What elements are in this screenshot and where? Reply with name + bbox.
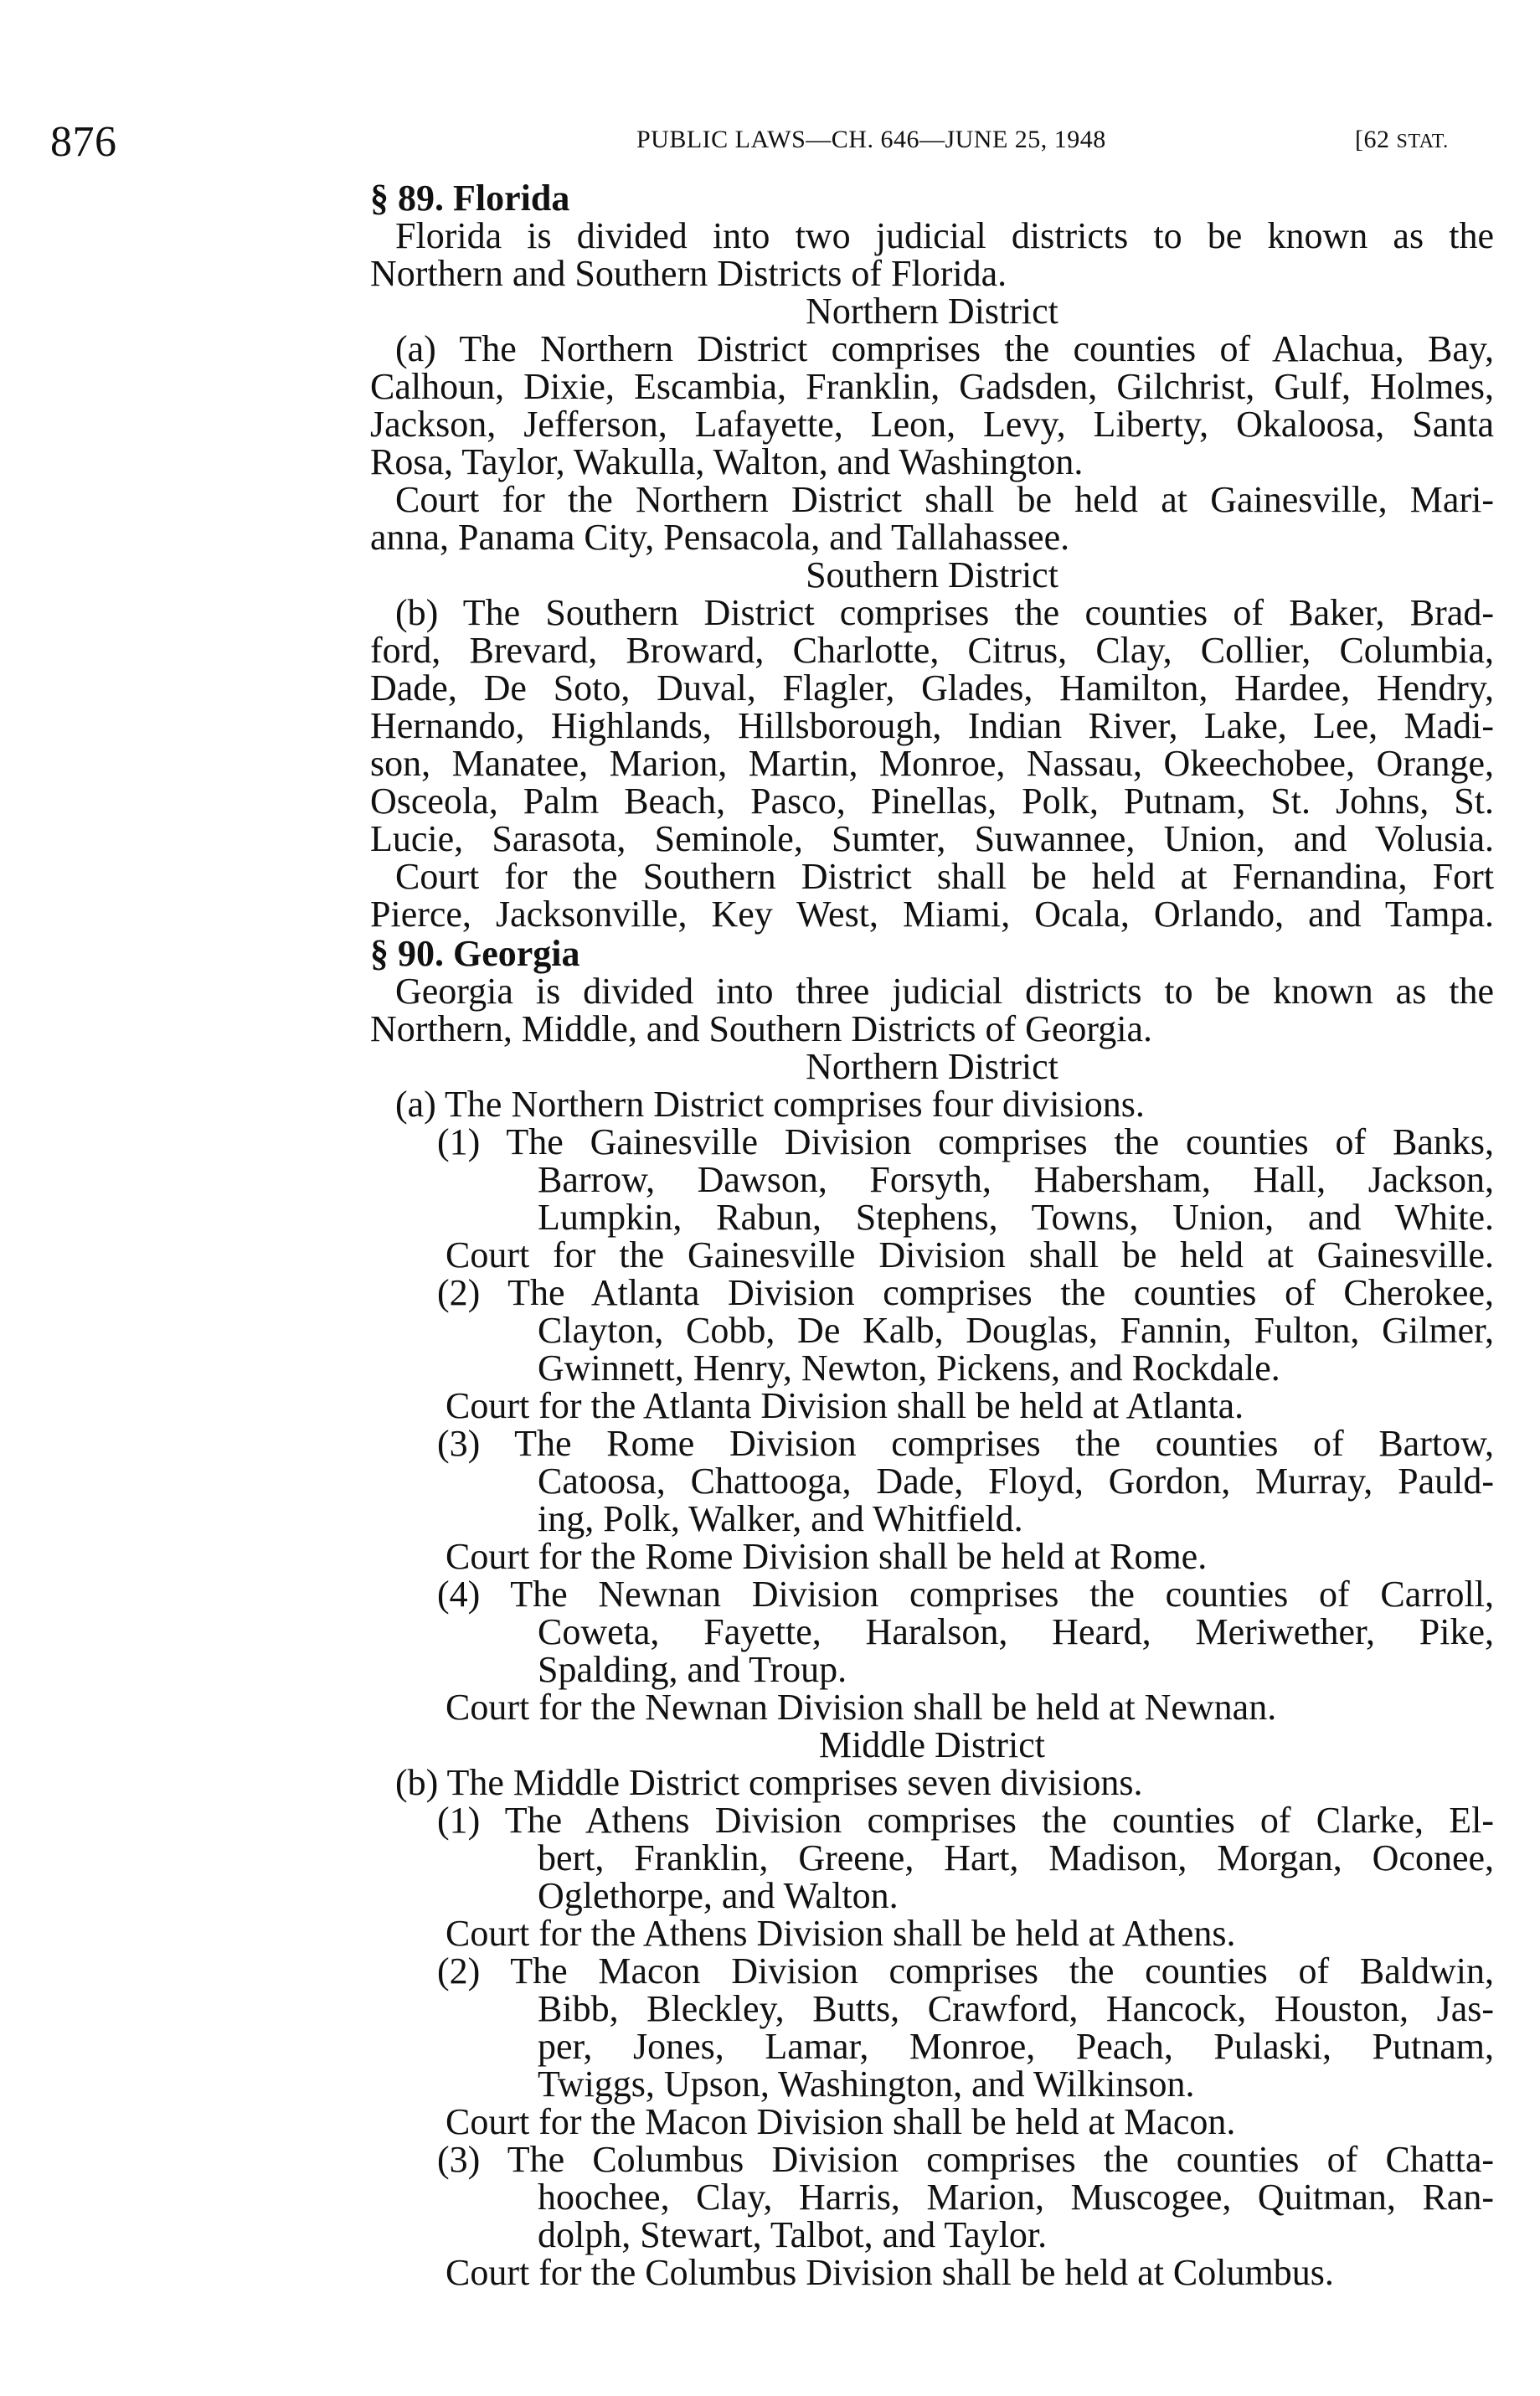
paragraph-line: Northern and Southern Districts of Florida. [370,253,1007,294]
division-line: Lumpkin, Rabun, Stephens, Towns, Union, and White. [538,1197,1494,1238]
court-line: Court for the Macon Division shall be held at Macon. [446,2101,1236,2142]
paragraph-line: (a) The Northern District comprises the counties of Alachua, Bay, [395,328,1494,369]
court-line: Court for the Columbus Division shall be held at Columbus. [446,2252,1334,2293]
division-line: Catoosa, Chattooga, Dade, Floyd, Gordon, Murray, Pauld- [538,1461,1494,1502]
division-line: bert, Franklin, Greene, Hart, Madison, Morgan, Oconee, [538,1837,1494,1878]
paragraph-line: Northern, Middle, and Southern Districts of Georgia. [370,1008,1153,1049]
division-line: (1) The Athens Division comprises the counties of Clarke, El- [437,1800,1494,1841]
paragraph-line: Dade, De Soto, Duval, Flagler, Glades, Hamilton, Hardee, Hendry, [370,667,1494,708]
paragraph-line: son, Manatee, Marion, Martin, Monroe, Nassau, Okeechobee, Orange, [370,743,1494,784]
division-line: dolph, Stewart, Talbot, and Taylor. [538,2214,1048,2255]
section-heading-florida: § 89. Florida [370,178,570,219]
division-line: Clayton, Cobb, De Kalb, Douglas, Fannin, Fulton, Gilmer, [538,1310,1494,1351]
running-title: PUBLIC LAWS—CH. 646—JUNE 25, 1948 [636,126,1106,153]
volume-prefix: [62 [1355,126,1397,153]
division-line: Bibb, Bleckley, Butts, Crawford, Hancock, Houston, Jas- [538,1988,1494,2029]
division-line: (2) The Macon Division comprises the counties of Baldwin, [437,1950,1494,1992]
volume-stat: STAT. [1396,131,1449,152]
court-line: Court for the Newnan Division shall be held at Newnan. [446,1687,1277,1728]
division-line: Twiggs, Upson, Washington, and Wilkinson. [538,2064,1195,2105]
paragraph-line: Florida is divided into two judicial districts to be known as the [395,215,1494,256]
division-line: (2) The Atlanta Division comprises the counties of Cherokee, [437,1272,1494,1313]
paragraph-line: (a) The Northern District comprises four divisions. [395,1084,1145,1125]
paragraph-line: (b) The Southern District comprises the counties of Baker, Brad- [395,592,1494,633]
paragraph-line: Pierce, Jacksonville, Key West, Miami, Ocala, Orlando, and Tampa. [370,894,1494,935]
paragraph-line: Court for the Northern District shall be held at Gainesville, Mari- [395,479,1494,520]
division-line: Oglethorpe, and Walton. [538,1875,899,1916]
division-line: (4) The Newnan Division comprises the counties of Carroll, [437,1574,1494,1615]
paragraph-line: (b) The Middle District comprises seven divisions. [395,1762,1143,1803]
division-line: per, Jones, Lamar, Monroe, Peach, Pulaski, Putnam, [538,2026,1494,2067]
division-line: ing, Polk, Walker, and Whitfield. [538,1498,1023,1539]
page-number: 876 [50,118,117,166]
division-line: Gwinnett, Henry, Newton, Pickens, and Rockdale. [538,1347,1280,1389]
paragraph-line: Osceola, Palm Beach, Pasco, Pinellas, Polk, Putnam, St. Johns, St. [370,781,1494,822]
division-line: (3) The Columbus Division comprises the counties of Chatta- [437,2139,1494,2180]
district-title: Southern District [806,554,1058,595]
division-line: Spalding, and Troup. [538,1649,847,1690]
section-heading-georgia: § 90. Georgia [370,933,580,974]
paragraph-line: Court for the Southern District shall be held at Fernandina, Fort [395,856,1494,897]
statute-body [370,179,1494,2291]
court-line: Court for the Gainesville Division shall be held at Gainesville. [446,1234,1494,1275]
district-title: Middle District [818,1724,1046,1765]
court-line: Court for the Atlanta Division shall be held at Atlanta. [446,1385,1244,1426]
division-line: (3) The Rome Division comprises the counties of Bartow, [437,1423,1494,1464]
court-line: Court for the Athens Division shall be held at Athens. [446,1913,1236,1954]
district-title: Northern District [806,291,1058,332]
volume-citation [1355,126,1449,154]
paragraph-line: ford, Brevard, Broward, Charlotte, Citrus, Clay, Collier, Columbia, [370,630,1494,671]
paragraph-line: Hernando, Highlands, Hillsborough, Indian River, Lake, Lee, Madi- [370,705,1494,746]
district-title: Northern District [806,1046,1058,1087]
division-line: Barrow, Dawson, Forsyth, Habersham, Hall, Jackson, [538,1159,1494,1200]
paragraph-line: Georgia is divided into three judicial districts to be known as the [395,971,1494,1012]
paragraph-line: Lucie, Sarasota, Seminole, Sumter, Suwannee, Union, and Volusia. [370,818,1494,859]
paragraph-line: anna, Panama City, Pensacola, and Tallahassee. [370,517,1070,558]
division-line: hoochee, Clay, Harris, Marion, Muscogee, Quitman, Ran- [538,2177,1494,2218]
court-line: Court for the Rome Division shall be held at Rome. [446,1536,1208,1577]
paragraph-line: Rosa, Taylor, Wakulla, Walton, and Washington. [370,441,1084,482]
division-line: (1) The Gainesville Division comprises the counties of Banks, [437,1121,1494,1162]
division-line: Coweta, Fayette, Haralson, Heard, Meriwether, Pike, [538,1611,1494,1652]
paragraph-line: Jackson, Jefferson, Lafayette, Leon, Levy, Liberty, Okaloosa, Santa [370,404,1494,445]
paragraph-line: Calhoun, Dixie, Escambia, Franklin, Gadsden, Gilchrist, Gulf, Holmes, [370,366,1494,407]
